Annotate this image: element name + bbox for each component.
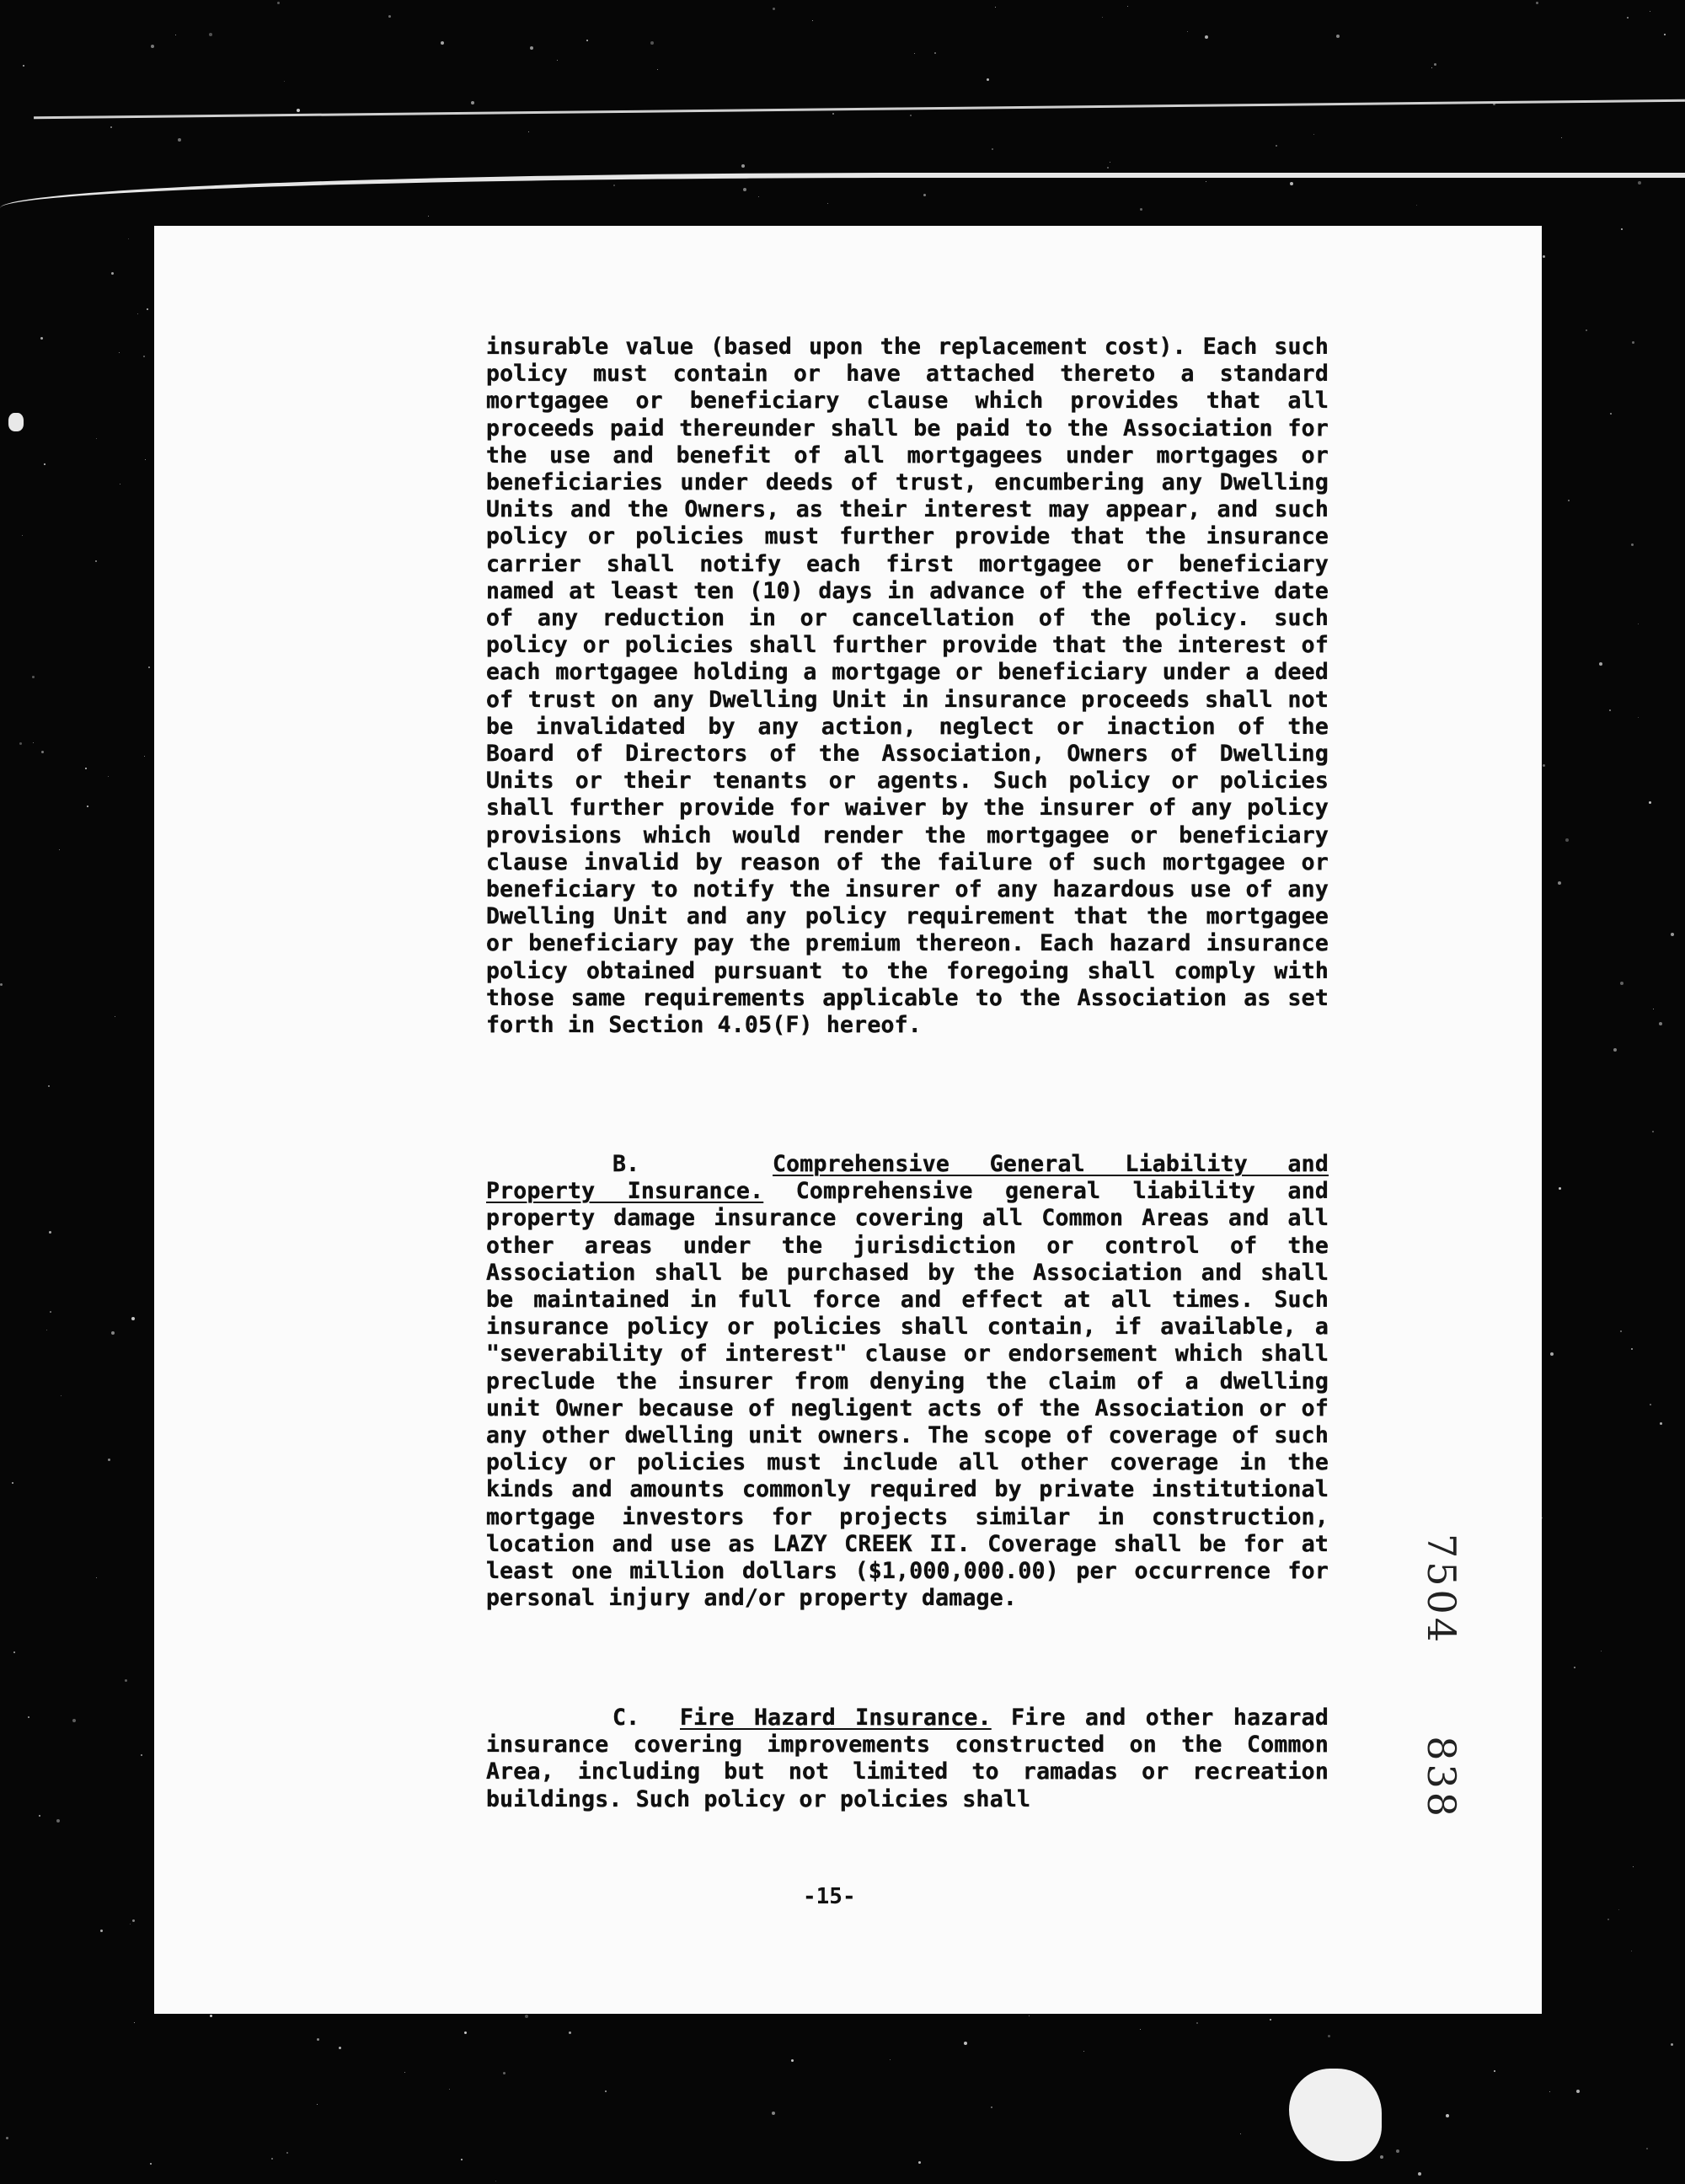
scan-speck xyxy=(569,2031,571,2034)
scan-speck xyxy=(1646,2148,1648,2149)
scan-speck xyxy=(1434,63,1436,66)
scan-speck xyxy=(910,115,912,116)
scan-speck xyxy=(964,2042,967,2045)
scan-speck xyxy=(100,1930,103,1932)
scan-speck xyxy=(995,7,996,8)
scan-speck xyxy=(1620,982,1623,985)
scan-speck xyxy=(59,849,60,850)
scan-speck xyxy=(471,101,474,104)
page-number: -15- xyxy=(803,1884,856,1909)
recording-book-number: 7504 xyxy=(1419,1534,1464,1646)
scan-speck xyxy=(137,313,138,314)
scan-speck xyxy=(286,2152,288,2154)
scan-speck xyxy=(1586,329,1587,331)
scan-speck xyxy=(297,109,300,112)
scan-speck xyxy=(1328,2035,1330,2037)
scan-speck xyxy=(832,113,834,115)
scan-speck xyxy=(1568,500,1570,501)
scan-speck xyxy=(1650,1404,1651,1405)
scan-speck xyxy=(119,352,120,353)
scan-speck xyxy=(150,2163,152,2165)
scan-speck xyxy=(1102,17,1103,18)
scan-speck xyxy=(145,459,146,460)
scan-speck xyxy=(6,2137,8,2139)
scan-speck xyxy=(934,52,936,54)
scan-speck xyxy=(1618,1909,1619,1910)
scan-speck xyxy=(87,806,88,807)
scan-speck xyxy=(1446,2114,1449,2117)
scan-speck xyxy=(1638,717,1639,718)
scan-speck xyxy=(108,776,109,777)
scan-speck xyxy=(49,1231,51,1234)
section-b-heading: Comprehensive General Liability and Property Insurance. xyxy=(486,1151,1329,1205)
scan-speck xyxy=(914,53,915,54)
scan-speck xyxy=(441,41,444,45)
scan-speck xyxy=(50,1311,51,1313)
scan-speck xyxy=(1613,1048,1617,1052)
scan-speck xyxy=(1633,1866,1634,1867)
scan-speck xyxy=(210,2015,212,2017)
scan-speck xyxy=(33,742,34,743)
scan-speck xyxy=(277,2,280,4)
scan-speck xyxy=(1561,137,1562,138)
scan-speck xyxy=(12,1482,13,1484)
scan-speck xyxy=(1196,2022,1198,2024)
scan-speck xyxy=(40,337,43,340)
scan-speck xyxy=(1107,167,1109,169)
scan-speck xyxy=(143,356,145,357)
scan-speck xyxy=(388,15,391,18)
scan-artifact xyxy=(8,413,24,431)
scan-speck xyxy=(657,69,658,70)
scan-speck xyxy=(0,983,3,986)
scan-speck xyxy=(19,742,22,745)
scan-speck xyxy=(1632,341,1634,344)
scan-speck xyxy=(22,535,23,536)
scan-speck xyxy=(284,81,285,82)
scan-speck xyxy=(991,2106,992,2108)
scan-speck xyxy=(28,1716,29,1718)
scan-speck xyxy=(125,1679,127,1682)
scan-speck xyxy=(1607,1919,1609,1920)
scan-speck xyxy=(178,138,181,142)
scan-speck xyxy=(1576,2090,1580,2093)
scan-speck xyxy=(1631,543,1634,546)
scan-speck xyxy=(1313,134,1314,135)
scan-speck xyxy=(528,131,529,132)
scan-speck xyxy=(95,560,97,562)
scan-speck xyxy=(1543,764,1545,767)
scan-speck xyxy=(1418,2172,1421,2176)
scan-speck xyxy=(449,2089,450,2090)
scan-speck xyxy=(1599,662,1602,666)
scan-speck xyxy=(1652,1131,1654,1132)
section-c-paragraph xyxy=(486,1705,1329,1813)
section-c-body: Fire and other hazarad insurance covering improvements constructed on the Common Area, including but not limited to ramadas or recreation buildings. Such policy or policies shall xyxy=(486,1705,1329,1812)
section-b-letter: B. xyxy=(612,1151,640,1177)
scan-speck xyxy=(1543,255,1545,258)
scan-speck xyxy=(1270,2019,1271,2021)
scan-speck xyxy=(1660,1422,1662,1425)
scan-speck xyxy=(41,751,44,753)
scan-speck xyxy=(1336,35,1340,38)
scan-speck xyxy=(530,46,533,50)
scan-speck xyxy=(39,1815,40,1817)
scan-speck xyxy=(1559,1187,1561,1190)
scan-speck xyxy=(918,2161,921,2164)
scan-speck xyxy=(890,2059,891,2060)
scan-speck xyxy=(1127,6,1128,7)
scan-speck xyxy=(85,768,87,769)
section-c-heading: Fire Hazard Insurance. xyxy=(680,1705,992,1731)
scan-speck xyxy=(128,238,129,239)
scan-speck xyxy=(13,1651,15,1653)
scan-speck xyxy=(772,2112,775,2115)
paragraph-insurance-clause: insurable value (based upon the replacement cost). Each such policy must contain or have attached thereto a standard mortgagee or beneficiary clause which provides that all proceeds paid thereunder shall be paid to the Association for the use and benefit of all mortgagees under mortgages or beneficiaries under deeds of trust, encumbering any Dwelling Units and the Owners, as their interest may appear, and such policy or policies must further provide that the insurance carrier shall notify each first mortgagee or beneficiary named at least ten (10) days in advance of the effective date of any reduction in or cancellation of the policy. such policy or policies shall further provide that the interest of each mortgagee holding a mortgage or beneficiary under a deed of trust on any Dwelling Unit in insurance proceeds shall not be invalidated by any action, neglect or inaction of the Board of Directors of the Association, Owners of Dwelling Units or their tenants or agents. Such policy or policies shall further provide for waiver by the insurer of any policy provisions which would render the mortgagee or beneficiary clause invalid by reason of the failure of such mortgagee or beneficiary to notify the insurer of any hazardous use of any Dwelling Unit and any policy requirement that the mortgagee or beneficiary pay the premium thereon. Each hazard insurance policy obtained pursuant to the foregoing shall comply with those same requirements applicable to the Association as set forth in Section 4.05(F) hereof. xyxy=(486,334,1329,1039)
recording-page-number: 838 xyxy=(1419,1736,1464,1820)
scan-speck xyxy=(557,60,558,61)
scan-speck xyxy=(48,1085,50,1087)
scan-speck xyxy=(23,65,24,67)
scan-speck xyxy=(1558,881,1561,885)
section-b-paragraph xyxy=(486,1151,1329,1612)
scan-speck xyxy=(1659,1022,1662,1025)
scan-speck xyxy=(111,272,114,275)
scan-speck xyxy=(339,2047,341,2049)
scan-speck xyxy=(209,33,212,36)
scan-speck xyxy=(812,20,813,21)
section-c-letter: C. xyxy=(612,1705,640,1731)
scan-speck xyxy=(1671,2043,1673,2046)
scan-speck xyxy=(987,78,989,81)
scan-speck xyxy=(141,1754,142,1756)
scan-speck xyxy=(271,2158,273,2160)
scan-speck xyxy=(148,666,150,668)
scan-speck xyxy=(131,1317,135,1320)
scan-speck xyxy=(61,1395,62,1396)
scan-speck xyxy=(1627,17,1629,19)
scan-speck xyxy=(1083,2051,1084,2052)
scan-speck xyxy=(791,2059,794,2062)
scan-speck xyxy=(44,463,45,465)
scan-speck xyxy=(1494,2070,1495,2072)
scan-speck xyxy=(1550,1352,1554,1356)
scan-speck xyxy=(108,1459,110,1461)
scan-speck xyxy=(1631,1348,1633,1350)
scan-speck xyxy=(132,1919,135,1922)
scan-speck xyxy=(503,2072,506,2074)
scan-speck xyxy=(1664,34,1666,35)
scan-speck xyxy=(1610,413,1612,415)
scan-speck xyxy=(741,164,745,168)
scan-speck xyxy=(1140,2029,1141,2030)
scan-speck xyxy=(1029,2015,1030,2016)
scan-speck xyxy=(773,8,775,10)
scan-speck xyxy=(1671,933,1674,936)
section-b-body: Comprehensive general liability and property damage insurance covering all Common Areas and all other areas under the jurisdiction or control of the Association shall be purchased by the Association and shall be maintained in full force and effect at all times. Such insurance policy or policies shall contain, if available, a "severability of interest" clause or endorsement which shall preclude the insurer from denying the claim of a dwelling unit Owner because of negligent acts of the Association or of any other dwelling unit owners. The scope of coverage of such policy or policies must include all other coverage in the kinds and amounts commonly required by private institutional mortgage investors for projects similar in construction, location and use as LAZY CREEK II. Coverage shall be for at least one million dollars ($1,000,000.00) per occurrence for personal injury and/or property damage. xyxy=(486,1178,1329,1612)
scan-speck xyxy=(1396,2149,1399,2153)
scan-speck xyxy=(461,2159,463,2160)
scan-speck xyxy=(1620,1330,1622,1332)
scan-speck xyxy=(56,1819,60,1823)
scan-speck xyxy=(151,45,154,48)
scan-speck xyxy=(72,1719,76,1722)
recording-stamp xyxy=(1409,1534,1464,1820)
scan-speck xyxy=(525,2015,528,2018)
scan-speck xyxy=(317,2038,319,2041)
scan-speck xyxy=(110,126,112,128)
scan-speck xyxy=(1380,2155,1383,2159)
scan-speck xyxy=(96,438,97,439)
scan-speck xyxy=(111,1331,115,1335)
scan-speck xyxy=(1205,35,1208,39)
scan-speck xyxy=(992,148,993,150)
scan-speck xyxy=(1574,1667,1575,1668)
scan-speck xyxy=(147,308,148,310)
scan-speck xyxy=(1609,709,1611,711)
scan-speck xyxy=(605,2090,607,2092)
scan-speck xyxy=(1431,67,1432,68)
scan-speck xyxy=(650,41,654,45)
scan-speck xyxy=(1276,145,1277,147)
scan-speck xyxy=(96,1577,97,1578)
scan-speck xyxy=(1565,838,1569,842)
scan-speck xyxy=(404,2072,405,2073)
scan-speck xyxy=(1536,2,1538,4)
scan-speck xyxy=(134,2022,135,2023)
scan-speck xyxy=(144,756,145,757)
scan-speck xyxy=(32,676,35,678)
scan-speck xyxy=(464,2031,467,2034)
scan-speck xyxy=(1187,31,1188,32)
scan-speck xyxy=(317,2104,318,2105)
scan-speck xyxy=(1649,801,1651,804)
scan-speck xyxy=(586,40,588,41)
scan-speck xyxy=(1549,2091,1550,2092)
scan-speck xyxy=(1240,2133,1241,2134)
